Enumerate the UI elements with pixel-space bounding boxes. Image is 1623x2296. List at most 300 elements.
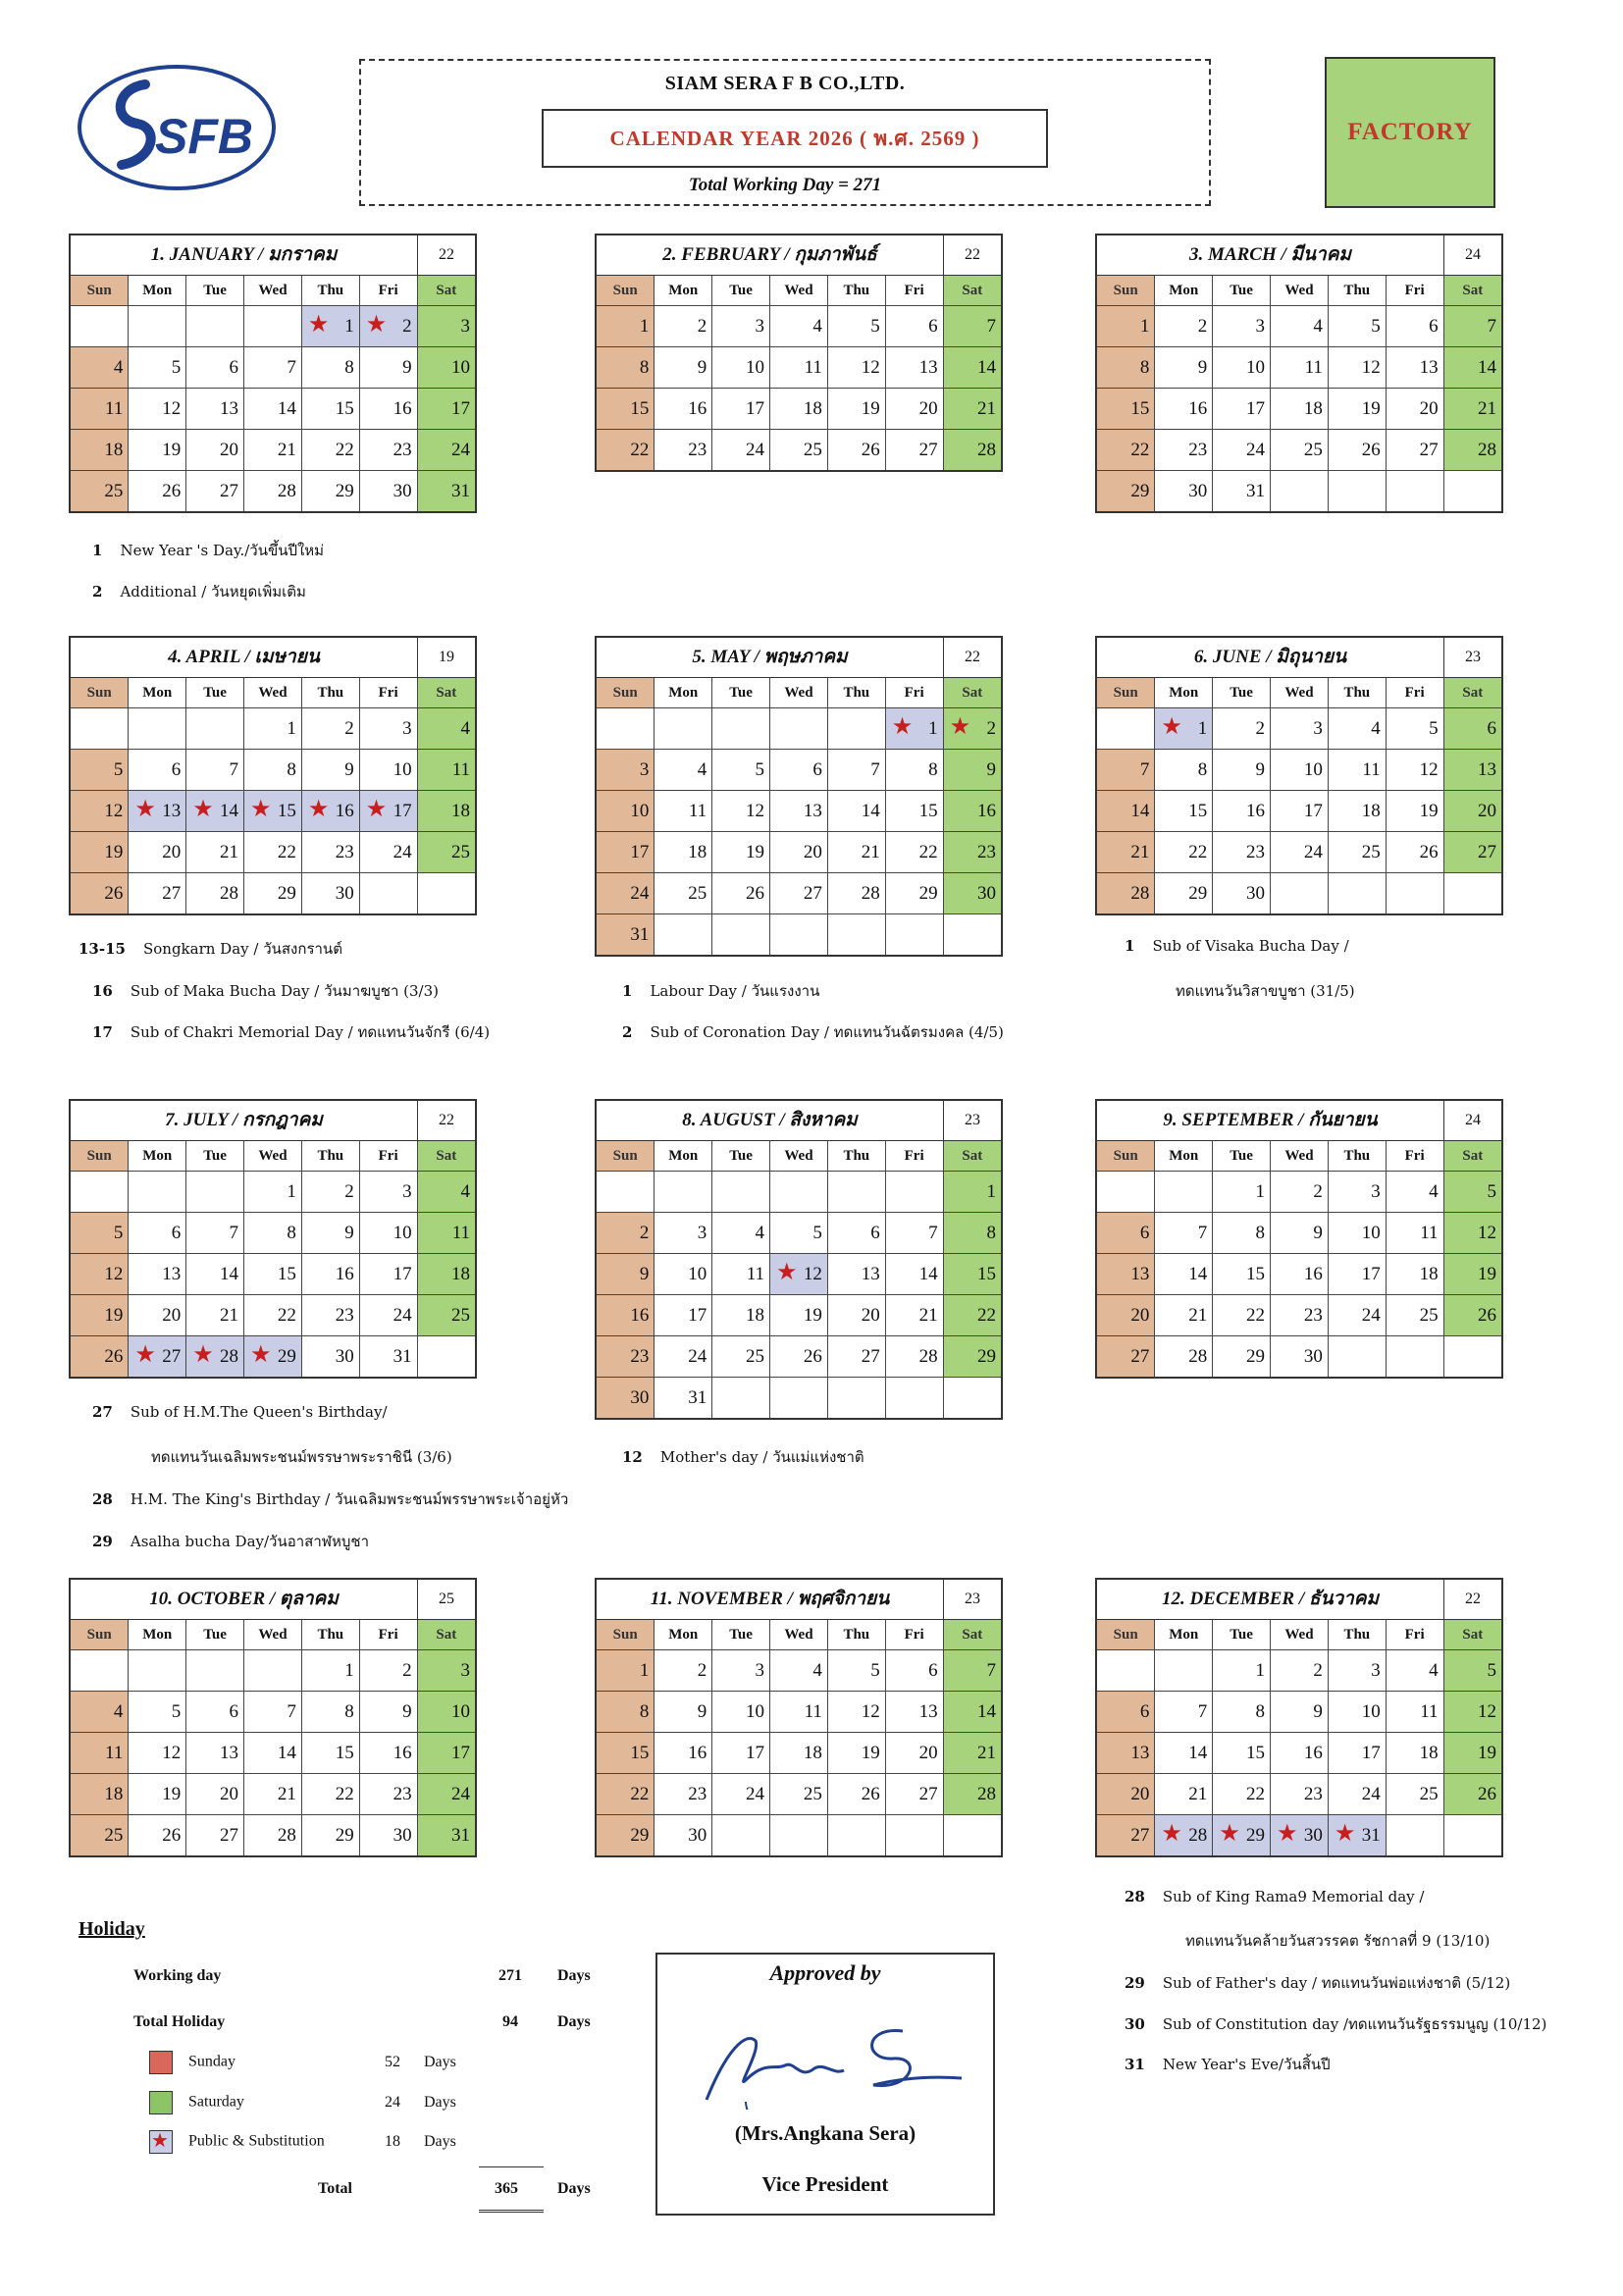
day-cell xyxy=(1328,708,1386,750)
weekday-wed: Wed xyxy=(244,276,302,306)
day-cell xyxy=(1443,1733,1501,1774)
day-cell xyxy=(71,1774,129,1815)
day-cell xyxy=(301,1692,359,1733)
day-number: 7 xyxy=(986,315,996,337)
empty-cell xyxy=(1155,1650,1213,1692)
day-cell xyxy=(186,750,244,791)
weekday-thu: Thu xyxy=(1328,276,1386,306)
day-cell xyxy=(129,1692,186,1733)
day-number: 15 xyxy=(630,397,650,419)
empty-cell xyxy=(186,708,244,750)
day-number: 28 xyxy=(1188,1345,1208,1367)
day-cell xyxy=(943,1733,1001,1774)
month-header xyxy=(71,1580,475,1620)
day-cell xyxy=(827,306,885,347)
day-number: 2 xyxy=(986,717,996,739)
weekday-sun: Sun xyxy=(597,276,654,306)
day-number: 3 xyxy=(460,1659,470,1681)
day-number: 26 xyxy=(162,1824,182,1846)
day-cell xyxy=(654,1692,712,1733)
day-number: 21 xyxy=(1188,1783,1208,1804)
day-number: 23 xyxy=(335,1304,354,1326)
day-number: 11 xyxy=(105,397,124,419)
day-number: 15 xyxy=(1246,1263,1266,1284)
star-icon: ★ xyxy=(307,312,330,338)
empty-cell xyxy=(712,1378,770,1419)
weekday-wed: Wed xyxy=(244,1141,302,1172)
day-number: 10 xyxy=(1361,1222,1381,1243)
day-number: 30 xyxy=(1303,1345,1323,1367)
month-header xyxy=(1097,638,1501,678)
day-number: 29 xyxy=(277,882,296,904)
day-number: 11 xyxy=(1304,356,1323,378)
legend-saturday-value: 24 xyxy=(385,2094,400,2111)
day-cell xyxy=(1386,306,1443,347)
day-cell xyxy=(597,347,654,389)
day-number: 9 xyxy=(1255,758,1266,780)
day-cell xyxy=(301,430,359,471)
day-cell xyxy=(712,1213,770,1254)
day-cell xyxy=(597,1733,654,1774)
day-number: 3 xyxy=(755,1659,765,1681)
note-may-2: 2 Sub of Coronation Day / ทดแทนวันฉัตรมงคล (4/5) xyxy=(622,1023,1004,1041)
day-number: 13 xyxy=(918,356,938,378)
empty-cell xyxy=(244,1650,302,1692)
day-cell xyxy=(129,389,186,430)
day-number: 24 xyxy=(451,1783,470,1804)
month-working-count: 24 xyxy=(1465,246,1481,263)
day-number: 27 xyxy=(162,1345,182,1367)
day-cell xyxy=(654,1815,712,1856)
empty-cell xyxy=(1097,708,1155,750)
day-number: 1 xyxy=(639,1659,650,1681)
weekday-fri: Fri xyxy=(885,1141,943,1172)
day-number: 2 xyxy=(1313,1180,1323,1202)
day-number: 30 xyxy=(1246,882,1266,904)
day-number: 27 xyxy=(220,480,239,501)
day-cell xyxy=(770,389,828,430)
weekday-wed: Wed xyxy=(770,276,828,306)
day-number: 28 xyxy=(1130,882,1150,904)
day-number: 18 xyxy=(104,439,124,460)
month-header xyxy=(71,235,475,276)
day-number: 17 xyxy=(451,397,470,419)
day-cell xyxy=(712,1692,770,1733)
day-number: 26 xyxy=(1478,1783,1496,1804)
day-number: 30 xyxy=(1188,480,1208,501)
weekday-sat: Sat xyxy=(1443,276,1501,306)
day-number: 22 xyxy=(277,841,296,862)
month-title: 9. SEPTEMBER / กันยายน xyxy=(1097,1101,1444,1140)
empty-cell xyxy=(1328,1336,1386,1378)
month-header xyxy=(597,1101,1001,1141)
total-rule xyxy=(479,2166,544,2167)
day-number: 20 xyxy=(803,841,822,862)
day-number: 26 xyxy=(1478,1304,1496,1326)
day-number: 15 xyxy=(277,1263,296,1284)
day-cell xyxy=(1155,306,1213,347)
day-cell xyxy=(1328,1733,1386,1774)
day-cell xyxy=(654,430,712,471)
weekday-sat: Sat xyxy=(943,1620,1001,1650)
day-number: 28 xyxy=(977,439,996,460)
day-number: 21 xyxy=(918,1304,938,1326)
empty-cell xyxy=(885,914,943,956)
day-number: 28 xyxy=(977,1783,996,1804)
day-cell xyxy=(943,832,1001,873)
day-number: 12 xyxy=(1419,758,1439,780)
day-number: 24 xyxy=(1246,439,1266,460)
day-cell xyxy=(1213,1774,1271,1815)
day-cell xyxy=(417,1650,475,1692)
weekday-tue: Tue xyxy=(1213,678,1271,708)
day-number: 2 xyxy=(344,717,354,739)
day-cell xyxy=(1328,347,1386,389)
day-number: 5 xyxy=(870,1659,880,1681)
day-number: 22 xyxy=(1246,1783,1266,1804)
day-number: 20 xyxy=(918,397,938,419)
month-table xyxy=(597,1141,1001,1418)
day-number: 14 xyxy=(977,356,996,378)
day-number: 17 xyxy=(1361,1742,1381,1763)
day-cell xyxy=(885,1336,943,1378)
note-dec-31: 31 New Year's Eve/วันสิ้นปี xyxy=(1125,2056,1331,2073)
day-cell xyxy=(1386,1213,1443,1254)
day-number: 11 xyxy=(451,758,470,780)
day-number: 19 xyxy=(162,1783,182,1804)
note-jul-27: 27 Sub of H.M.The Queen's Birthday/ xyxy=(92,1403,388,1421)
day-number: 6 xyxy=(229,1700,239,1722)
empty-cell xyxy=(654,708,712,750)
day-cell xyxy=(301,1295,359,1336)
day-cell xyxy=(1213,1815,1271,1856)
day-cell xyxy=(1328,1172,1386,1213)
day-cell xyxy=(244,1172,302,1213)
empty-cell xyxy=(1386,1336,1443,1378)
day-cell xyxy=(1097,389,1155,430)
day-number: 13 xyxy=(1130,1742,1150,1763)
day-number: 20 xyxy=(861,1304,880,1326)
day-number: 18 xyxy=(1303,397,1323,419)
weekday-fri: Fri xyxy=(359,1620,417,1650)
day-number: 30 xyxy=(630,1386,650,1408)
weekday-tue: Tue xyxy=(712,678,770,708)
day-cell xyxy=(597,873,654,914)
empty-cell xyxy=(359,873,417,914)
day-cell xyxy=(885,306,943,347)
day-number: 18 xyxy=(451,800,470,821)
day-number: 1 xyxy=(928,717,938,739)
weekday-sun: Sun xyxy=(71,1620,129,1650)
day-number: 10 xyxy=(746,356,765,378)
weekday-thu: Thu xyxy=(301,1620,359,1650)
note-apr-13-15: 13-15 Songkarn Day / วันสงกรานต์ xyxy=(79,940,342,958)
star-icon: ★ xyxy=(365,797,388,822)
note-dec-28b: ทดแทนวันคล้ายวันสวรรคต รัชกาลที่ 9 (13/10) xyxy=(1185,1932,1491,1950)
month-header xyxy=(597,638,1001,678)
day-cell xyxy=(712,306,770,347)
day-cell xyxy=(129,1733,186,1774)
day-number: 15 xyxy=(1188,800,1208,821)
day-number: 2 xyxy=(402,315,412,337)
day-cell xyxy=(244,1733,302,1774)
month-7 xyxy=(69,1099,477,1379)
day-number: 27 xyxy=(918,439,938,460)
day-number: 14 xyxy=(861,800,880,821)
day-cell xyxy=(71,389,129,430)
month-table xyxy=(597,1620,1001,1855)
empty-cell xyxy=(943,1378,1001,1419)
day-number: 1 xyxy=(1255,1180,1266,1202)
day-cell xyxy=(1271,1774,1329,1815)
day-number: 16 xyxy=(1303,1742,1323,1763)
day-cell xyxy=(129,791,186,832)
day-cell xyxy=(1386,832,1443,873)
day-number: 24 xyxy=(688,1345,707,1367)
day-cell xyxy=(885,389,943,430)
day-number: 25 xyxy=(803,1783,822,1804)
empty-cell xyxy=(1443,873,1501,914)
day-cell xyxy=(597,750,654,791)
approver-name: (Mrs.Angkana Sera) xyxy=(734,2121,916,2145)
day-number: 21 xyxy=(861,841,880,862)
weekday-sun: Sun xyxy=(1097,1141,1155,1172)
company-name: SIAM SERA F B CO.,LTD. xyxy=(664,73,906,94)
working-day-label: Working day xyxy=(133,1967,222,1984)
day-number: 10 xyxy=(393,1222,412,1243)
month-title: 1. JANUARY / มกราคม xyxy=(71,235,418,275)
weekday-sat: Sat xyxy=(943,1141,1001,1172)
day-cell xyxy=(1386,791,1443,832)
day-number: 4 xyxy=(812,1659,822,1681)
day-number: 19 xyxy=(1419,800,1439,821)
day-number: 20 xyxy=(1130,1304,1150,1326)
day-cell xyxy=(770,1295,828,1336)
month-working-count: 25 xyxy=(439,1591,454,1607)
day-cell xyxy=(359,750,417,791)
day-number: 17 xyxy=(1246,397,1266,419)
day-number: 27 xyxy=(1130,1824,1150,1846)
day-number: 2 xyxy=(697,1659,707,1681)
star-icon: ★ xyxy=(192,797,214,822)
weekday-mon: Mon xyxy=(1155,678,1213,708)
note-jan-2: 2 Additional / วันหยุดเพิ่มเติม xyxy=(92,583,306,600)
empty-cell xyxy=(885,1378,943,1419)
day-cell xyxy=(1271,1692,1329,1733)
day-cell xyxy=(129,750,186,791)
day-number: 20 xyxy=(220,439,239,460)
day-number: 17 xyxy=(1361,1263,1381,1284)
day-number: 4 xyxy=(113,1700,124,1722)
day-number: 23 xyxy=(393,1783,412,1804)
day-cell xyxy=(1155,1692,1213,1733)
day-cell xyxy=(1386,708,1443,750)
day-number: 2 xyxy=(344,1180,354,1202)
day-cell xyxy=(1328,1692,1386,1733)
day-cell xyxy=(71,873,129,914)
day-cell xyxy=(1213,1295,1271,1336)
month-5 xyxy=(595,636,1003,957)
empty-cell xyxy=(129,708,186,750)
day-number: 27 xyxy=(1478,841,1496,862)
weekday-sun: Sun xyxy=(71,1141,129,1172)
day-cell xyxy=(770,347,828,389)
day-cell xyxy=(597,1295,654,1336)
day-cell xyxy=(1443,791,1501,832)
day-cell xyxy=(359,1774,417,1815)
weekday-sun: Sun xyxy=(597,1141,654,1172)
day-cell xyxy=(417,1815,475,1856)
day-cell xyxy=(597,1378,654,1419)
month-title: 11. NOVEMBER / พฤศจิกายน xyxy=(597,1580,944,1619)
star-icon: ★ xyxy=(134,1342,156,1368)
day-cell xyxy=(1328,750,1386,791)
weekday-mon: Mon xyxy=(129,678,186,708)
day-number: 7 xyxy=(1139,758,1150,780)
day-cell xyxy=(129,430,186,471)
day-cell xyxy=(597,1774,654,1815)
logo-text: SFB xyxy=(155,109,253,164)
day-number: 24 xyxy=(451,439,470,460)
day-number: 9 xyxy=(1197,356,1208,378)
day-cell xyxy=(885,832,943,873)
legend-sunday-value: 52 xyxy=(385,2054,400,2070)
empty-cell xyxy=(417,1336,475,1378)
day-number: 29 xyxy=(335,480,354,501)
day-cell xyxy=(885,1213,943,1254)
day-cell xyxy=(1213,430,1271,471)
day-number: 30 xyxy=(977,882,996,904)
month-table xyxy=(71,1620,475,1855)
month-2 xyxy=(595,234,1003,472)
day-cell xyxy=(1443,832,1501,873)
day-number: 1 xyxy=(344,315,354,337)
day-number: 25 xyxy=(451,1304,470,1326)
weekday-thu: Thu xyxy=(1328,1620,1386,1650)
day-number: 6 xyxy=(1487,717,1496,739)
day-cell xyxy=(417,750,475,791)
day-number: 7 xyxy=(870,758,880,780)
day-number: 14 xyxy=(277,397,296,419)
star-icon: ★ xyxy=(307,797,330,822)
day-number: 16 xyxy=(335,1263,354,1284)
total-label: Total xyxy=(318,2180,352,2197)
working-day-value: 271 xyxy=(498,1967,522,1984)
day-cell xyxy=(597,389,654,430)
day-cell xyxy=(597,791,654,832)
weekday-thu: Thu xyxy=(301,678,359,708)
day-cell xyxy=(1443,306,1501,347)
day-cell xyxy=(1097,471,1155,512)
day-number: 25 xyxy=(1361,841,1381,862)
day-number: 24 xyxy=(393,841,412,862)
day-number: 10 xyxy=(630,800,650,821)
day-number: 15 xyxy=(1246,1742,1266,1763)
day-cell xyxy=(827,1213,885,1254)
day-number: 24 xyxy=(1303,841,1323,862)
day-cell xyxy=(1271,750,1329,791)
day-number: 28 xyxy=(277,1824,296,1846)
day-number: 24 xyxy=(746,1783,765,1804)
holiday-title: Holiday xyxy=(79,1918,145,1940)
day-cell xyxy=(1443,750,1501,791)
day-number: 13 xyxy=(220,397,239,419)
month-title: 2. FEBRUARY / กุมภาพันธ์ xyxy=(597,235,944,275)
day-number: 7 xyxy=(1487,315,1496,337)
day-cell xyxy=(712,832,770,873)
day-cell xyxy=(1097,750,1155,791)
day-number: 7 xyxy=(287,1700,296,1722)
day-cell xyxy=(71,791,129,832)
empty-cell xyxy=(1097,1650,1155,1692)
day-cell xyxy=(597,832,654,873)
weekday-fri: Fri xyxy=(885,678,943,708)
day-number: 3 xyxy=(402,1180,412,1202)
day-cell xyxy=(1213,1172,1271,1213)
day-number: 21 xyxy=(1188,1304,1208,1326)
day-number: 5 xyxy=(171,1700,182,1722)
day-cell xyxy=(359,832,417,873)
day-number: 22 xyxy=(630,1783,650,1804)
day-cell xyxy=(654,873,712,914)
day-number: 19 xyxy=(104,841,124,862)
weekday-mon: Mon xyxy=(129,276,186,306)
day-number: 22 xyxy=(277,1304,296,1326)
day-number: 1 xyxy=(344,1659,354,1681)
day-number: 21 xyxy=(977,397,996,419)
day-number: 5 xyxy=(870,315,880,337)
day-cell xyxy=(129,832,186,873)
day-cell xyxy=(885,1254,943,1295)
day-cell xyxy=(71,1692,129,1733)
day-number: 20 xyxy=(1130,1783,1150,1804)
day-cell xyxy=(129,1774,186,1815)
empty-cell xyxy=(1386,471,1443,512)
day-number: 9 xyxy=(986,758,996,780)
day-cell xyxy=(301,1650,359,1692)
day-number: 18 xyxy=(803,1742,822,1763)
day-cell xyxy=(71,1336,129,1378)
day-cell xyxy=(654,347,712,389)
day-cell xyxy=(244,1295,302,1336)
day-number: 12 xyxy=(162,397,182,419)
day-number: 10 xyxy=(451,356,470,378)
day-number: 27 xyxy=(220,1824,239,1846)
weekday-tue: Tue xyxy=(712,1620,770,1650)
day-cell xyxy=(943,347,1001,389)
day-cell xyxy=(1443,389,1501,430)
weekday-wed: Wed xyxy=(1271,1620,1329,1650)
day-cell xyxy=(1386,1254,1443,1295)
day-number: 4 xyxy=(1429,1180,1439,1202)
day-number: 13 xyxy=(861,1263,880,1284)
day-number: 16 xyxy=(1246,800,1266,821)
star-icon: ★ xyxy=(891,714,914,740)
day-number: 10 xyxy=(1303,758,1323,780)
day-number: 28 xyxy=(1188,1824,1208,1846)
month-working-count: 19 xyxy=(439,649,454,665)
weekday-fri: Fri xyxy=(359,1141,417,1172)
day-cell xyxy=(417,1774,475,1815)
empty-cell xyxy=(827,1815,885,1856)
day-number: 11 xyxy=(804,356,822,378)
weekday-wed: Wed xyxy=(1271,678,1329,708)
day-number: 13 xyxy=(220,1742,239,1763)
month-working-count: 24 xyxy=(1465,1112,1481,1128)
weekday-fri: Fri xyxy=(1386,1141,1443,1172)
day-cell xyxy=(1155,1336,1213,1378)
day-cell xyxy=(244,1213,302,1254)
